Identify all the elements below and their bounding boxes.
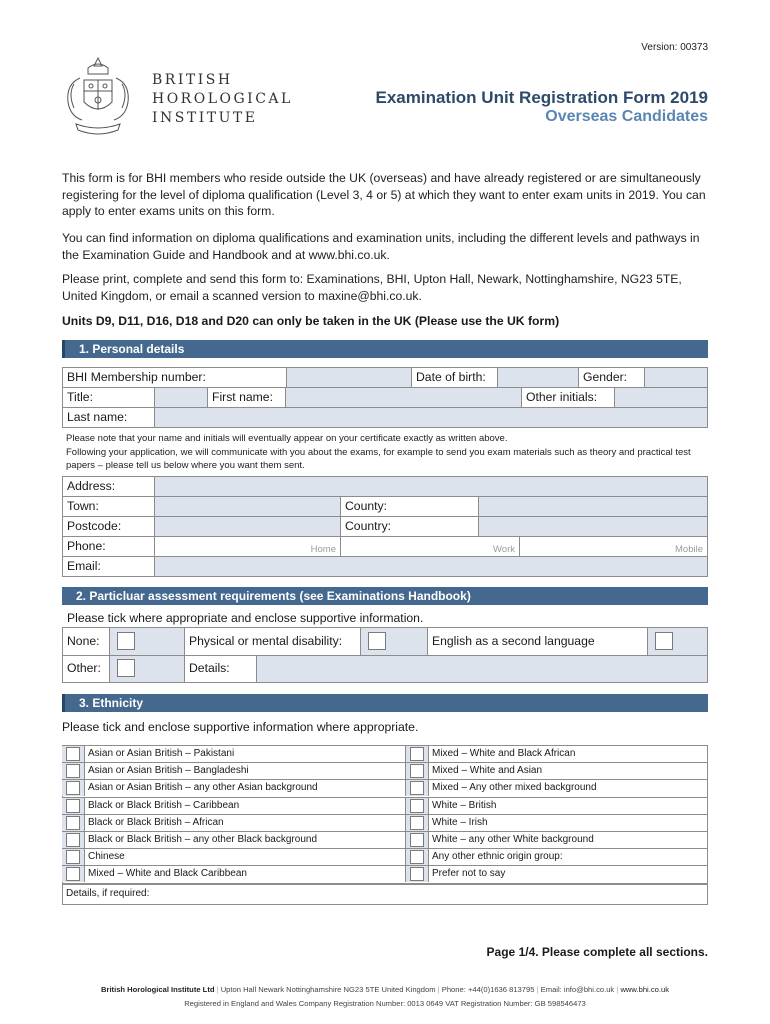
ethnicity-checkbox[interactable] — [66, 850, 80, 864]
section-personal-details-heading: 1. Personal details — [62, 340, 708, 358]
ethnicity-checkbox[interactable] — [66, 799, 80, 813]
last-name-label: Last name: — [62, 407, 155, 428]
ethnicity-checkbox[interactable] — [410, 867, 424, 881]
version-label: Version: 00373 — [641, 42, 708, 53]
esl-label: English as a second language — [427, 627, 648, 656]
ethnicity-row — [62, 815, 708, 832]
form-title: Examination Unit Registration Form 2019 — [375, 88, 708, 107]
address-label: Address: — [62, 476, 155, 497]
title-input[interactable] — [154, 387, 208, 408]
gender-input[interactable] — [644, 367, 708, 388]
footer-address: Upton Hall Newark Nottinghamshire NG23 5TE United Kingdom — [220, 985, 436, 994]
other-initials-input[interactable] — [614, 387, 708, 408]
bhi-crest-logo — [58, 50, 138, 140]
ethnicity-option-label: Mixed – White and Black African — [432, 748, 576, 759]
address-input[interactable] — [154, 476, 708, 497]
last-name-input[interactable] — [154, 407, 708, 428]
details-label: Details: — [184, 655, 257, 683]
ethnicity-column-divider — [405, 815, 406, 831]
ethnicity-rows — [62, 746, 708, 884]
footer-phone: Phone: +44(0)1636 813795 — [441, 985, 535, 994]
phone-label: Phone: — [62, 536, 155, 557]
uk-only-note: Units D9, D11, D16, D18 and D20 can only be taken in the UK (Please use the UK form) — [62, 314, 560, 328]
none-checkbox[interactable] — [117, 632, 135, 650]
ethnicity-column-divider — [405, 780, 406, 796]
ethnicity-checkbox[interactable] — [66, 764, 80, 778]
county-input[interactable] — [478, 496, 708, 517]
certificate-name-note — [66, 432, 706, 473]
ethnicity-option-label: Any other ethnic origin group: — [432, 851, 563, 863]
ethnicity-option-label: White – any other White background — [432, 833, 594, 845]
phone-home-placeholder: Home — [310, 544, 336, 555]
ethnicity-row — [62, 763, 708, 780]
page-note: Page 1/4. Please complete all sections. — [486, 945, 708, 959]
gender-label: Gender: — [578, 367, 645, 388]
first-name-label: First name: — [207, 387, 286, 408]
disability-checkbox[interactable] — [368, 632, 386, 650]
org-line-3: INSTITUTE — [152, 110, 258, 126]
ethnicity-column-divider — [405, 763, 406, 779]
ethnicity-checkbox[interactable] — [410, 781, 424, 795]
membership-input[interactable] — [286, 367, 412, 388]
disability-label: Physical or mental disability: — [184, 627, 361, 656]
other-initials-label: Other initials: — [521, 387, 615, 408]
postcode-input[interactable] — [154, 516, 341, 537]
ethnicity-row — [62, 849, 708, 866]
ethnicity-option-label: Black or Black British – Caribbean — [88, 799, 240, 811]
organisation-name — [152, 71, 293, 128]
form-subtitle: Overseas Candidates — [545, 108, 708, 125]
ethnicity-instruction: Please tick and enclose supportive information where appropriate. — [62, 720, 419, 734]
phone-mobile-placeholder: Mobile — [675, 544, 703, 555]
phone-work-input[interactable] — [340, 536, 520, 557]
ethnicity-column-divider — [405, 849, 406, 865]
town-input[interactable] — [154, 496, 341, 517]
membership-label: BHI Membership number: — [62, 367, 287, 388]
assessment-instruction: Please tick where appropriate and enclose supportive information. — [67, 611, 424, 625]
intro-paragraph-2: You can find information on diploma qualifications and examination units, including the different levels and pathways in the Examination Guide and Handbook and at www.bhi.co.uk. — [62, 231, 700, 262]
other-checkbox[interactable] — [117, 659, 135, 677]
ethnicity-checkbox[interactable] — [66, 833, 80, 847]
ethnicity-row — [62, 866, 708, 883]
dob-input[interactable] — [497, 367, 579, 388]
phone-home-input[interactable] — [154, 536, 341, 557]
ethnicity-option-label: Chinese — [88, 851, 125, 863]
ethnicity-checkbox[interactable] — [410, 850, 424, 864]
ethnicity-checkbox[interactable] — [66, 816, 80, 830]
ethnicity-row — [62, 832, 708, 849]
phone-work-placeholder: Work — [493, 544, 515, 555]
footer-registration: Registered in England and Wales Company Registration Number: 0013 0649 VAT Registration Number: GB 598546473 — [184, 999, 586, 1008]
country-input[interactable] — [478, 516, 708, 537]
none-label: None: — [62, 627, 110, 656]
intro-paragraph-3: Please print, complete and send this form to: Examinations, BHI, Upton Hall, Newark, Nottinghamshire, NG23 5TE, United Kingdom, or email a scanned version to maxine@bhi.co.uk. — [62, 272, 682, 303]
other-label: Other: — [62, 655, 110, 683]
ethnicity-column-divider — [405, 832, 406, 848]
title-label: Title: — [62, 387, 155, 408]
ethnicity-checkbox[interactable] — [66, 781, 80, 795]
org-line-1: BRITISH — [152, 72, 233, 88]
note-line-2: Following your application, we will communicate with you about the exams, for example to send you exam materials such as theory and practical test papers – please tell us below where you want them sent. — [66, 446, 691, 471]
ethnicity-details[interactable] — [62, 884, 708, 905]
ethnicity-checkbox[interactable] — [66, 867, 80, 881]
dob-label: Date of birth: — [411, 367, 498, 388]
section-ethnicity-heading: 3. Ethnicity — [62, 694, 708, 712]
ethnicity-row — [62, 798, 708, 815]
ethnicity-option-label: Asian or Asian British – any other Asian background — [88, 782, 318, 794]
ethnicity-checkbox[interactable] — [410, 799, 424, 813]
ethnicity-column-divider — [405, 746, 406, 762]
section-assessment-heading: 2. Particluar assessment requirements (see Examinations Handbook) — [62, 587, 708, 605]
first-name-input[interactable] — [285, 387, 522, 408]
ethnicity-checkbox[interactable] — [66, 747, 80, 761]
ethnicity-details-label: Details, if required: — [66, 888, 150, 899]
intro-paragraph-1: This form is for BHI members who reside outside the UK (overseas) and have already registered or are simultaneously registering for the level of diploma qualification (Level 3, 4 or 5) at which they want to enter exam units in 2019. You can apply to enter exams units on this form. — [62, 171, 706, 218]
ethnicity-option-label: Mixed – White and Black Caribbean — [88, 868, 247, 880]
footer-email[interactable]: Email: info@bhi.co.uk — [540, 985, 615, 994]
ethnicity-checkbox[interactable] — [410, 764, 424, 778]
ethnicity-checkbox[interactable] — [410, 816, 424, 830]
footer-web[interactable]: www.bhi.co.uk — [620, 985, 669, 994]
ethnicity-option-label: Black or Black British – any other Black background — [88, 833, 317, 845]
ethnicity-column-divider — [405, 798, 406, 814]
postcode-label: Postcode: — [62, 516, 155, 537]
footer-contact: British Horological Institute Ltd | Upton Hall Newark Nottinghamshire NG23 5TE United Kingdom | Phone: +44(0)1636 813795 | Email: info@bhi.co.uk | www.bhi.co.uk — [101, 985, 669, 994]
org-line-2: HOROLOGICAL — [152, 91, 293, 107]
footer-org-name: British Horological Institute Ltd — [101, 985, 215, 994]
ethnicity-row — [62, 746, 708, 763]
county-label: County: — [340, 496, 479, 517]
ethnicity-option-label: White – Irish — [432, 816, 488, 828]
town-label: Town: — [62, 496, 155, 517]
ethnicity-row — [62, 780, 708, 797]
details-input[interactable] — [256, 655, 708, 683]
ethnicity-option-label: Asian or Asian British – Bangladeshi — [88, 765, 249, 777]
country-label: Country: — [340, 516, 479, 537]
phone-mobile-input[interactable] — [519, 536, 708, 557]
note-line-1: Please note that your name and initials will eventually appear on your certificate exactly as written above. — [66, 433, 508, 444]
ethnicity-option-label: Mixed – White and Asian — [432, 765, 543, 777]
email-label: Email: — [62, 556, 155, 577]
ethnicity-option-label: Black or Black British – African — [88, 816, 224, 828]
ethnicity-checkbox[interactable] — [410, 747, 424, 761]
email-input[interactable] — [154, 556, 708, 577]
ethnicity-option-label: Prefer not to say — [432, 868, 506, 880]
esl-checkbox[interactable] — [655, 632, 673, 650]
ethnicity-checkbox[interactable] — [410, 833, 424, 847]
ethnicity-option-label: Mixed – Any other mixed background — [432, 782, 597, 794]
ethnicity-option-label: Asian or Asian British – Pakistani — [88, 748, 235, 759]
ethnicity-option-label: White – British — [432, 799, 497, 811]
ethnicity-column-divider — [405, 866, 406, 882]
